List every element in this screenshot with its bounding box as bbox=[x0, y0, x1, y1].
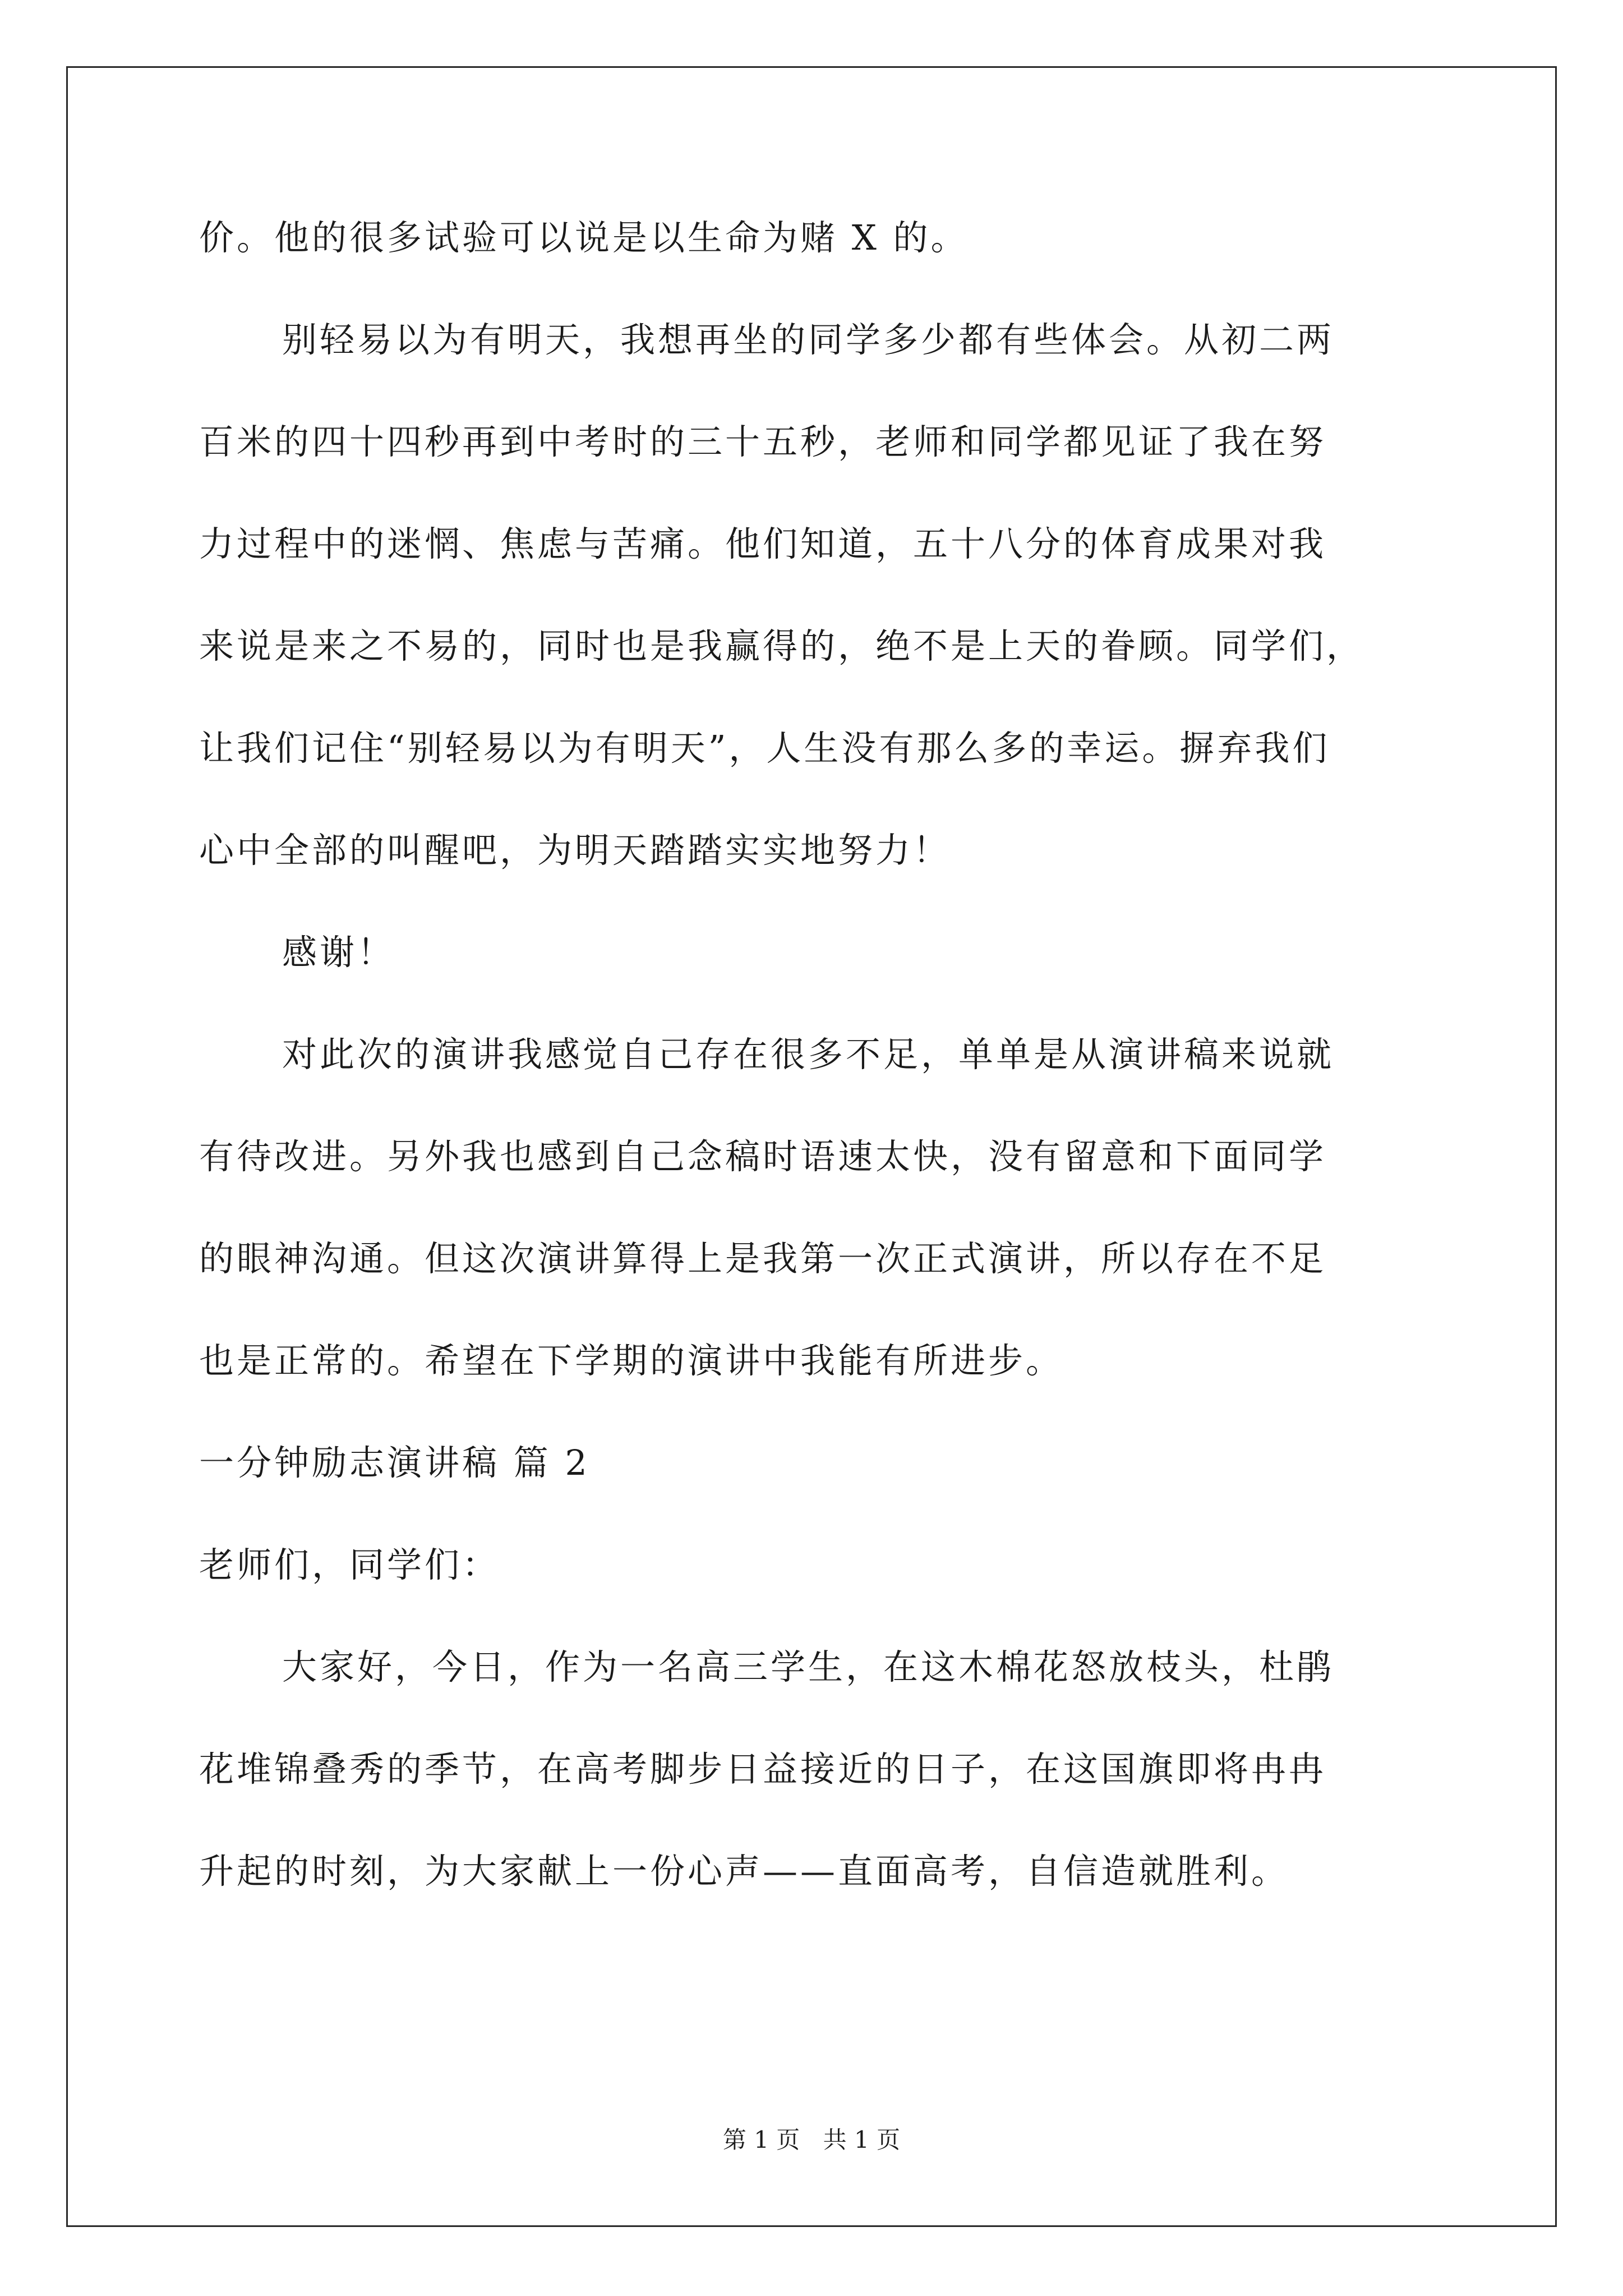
text-line-10: 有待改进。另外我也感到自己念稿时语速太快，没有留意和下面同学 bbox=[199, 1136, 1327, 1177]
text-line-3: 百米的四十四秒再到中考时的三十五秒，老师和同学都见证了我在努 bbox=[199, 421, 1327, 462]
text-line-12: 也是正常的。希望在下学期的演讲中我能有所进步。 bbox=[199, 1340, 1064, 1381]
text-line-9: 对此次的演讲我感觉自己存在很多不足，单单是从演讲稿来说就 bbox=[282, 1034, 1335, 1075]
text-line-4: 力过程中的迷惘、焦虑与苦痛。他们知道，五十八分的体育成果对我 bbox=[199, 523, 1327, 564]
text-line-5: 来说是来之不易的，同时也是我赢得的，绝不是上天的眷顾。同学们， bbox=[199, 625, 1364, 666]
page-footer bbox=[0, 2126, 1623, 2154]
text-line-7: 心中全部的叫醒吧，为明天踏踏实实地努力！ bbox=[199, 830, 951, 871]
document-body bbox=[199, 212, 1427, 1948]
text-line-2: 别轻易以为有明天，我想再坐的同学多少都有些体会。从初二两 bbox=[282, 319, 1335, 360]
text-line-8: 感谢！ bbox=[282, 932, 395, 973]
text-line-15: 大家好，今日，作为一名高三学生，在这木棉花怒放枝头，杜鹃 bbox=[282, 1646, 1335, 1687]
text-line-16: 花堆锦叠秀的季节，在高考脚步日益接近的日子，在这国旗即将冉冉 bbox=[199, 1749, 1327, 1789]
text-line-17: 升起的时刻，为大家献上一份心声——直面高考，自信造就胜利。 bbox=[199, 1851, 1289, 1892]
page-number-current: 第 1 页 bbox=[722, 2126, 800, 2154]
text-line-1: 价。他的很多试验可以说是以生命为赌 X 的。 bbox=[199, 217, 969, 258]
text-line-6: 让我们记住“别轻易以为有明天”，人生没有那么多的幸运。摒弃我们 bbox=[199, 728, 1330, 769]
page-number-total: 共 1 页 bbox=[823, 2126, 901, 2154]
section-heading: 一分钟励志演讲稿 篇 2 bbox=[199, 1442, 590, 1483]
salutation: 老师们，同学们： bbox=[199, 1544, 500, 1585]
text-line-11: 的眼神沟通。但这次演讲算得上是我第一次正式演讲，所以存在不足 bbox=[199, 1238, 1327, 1279]
